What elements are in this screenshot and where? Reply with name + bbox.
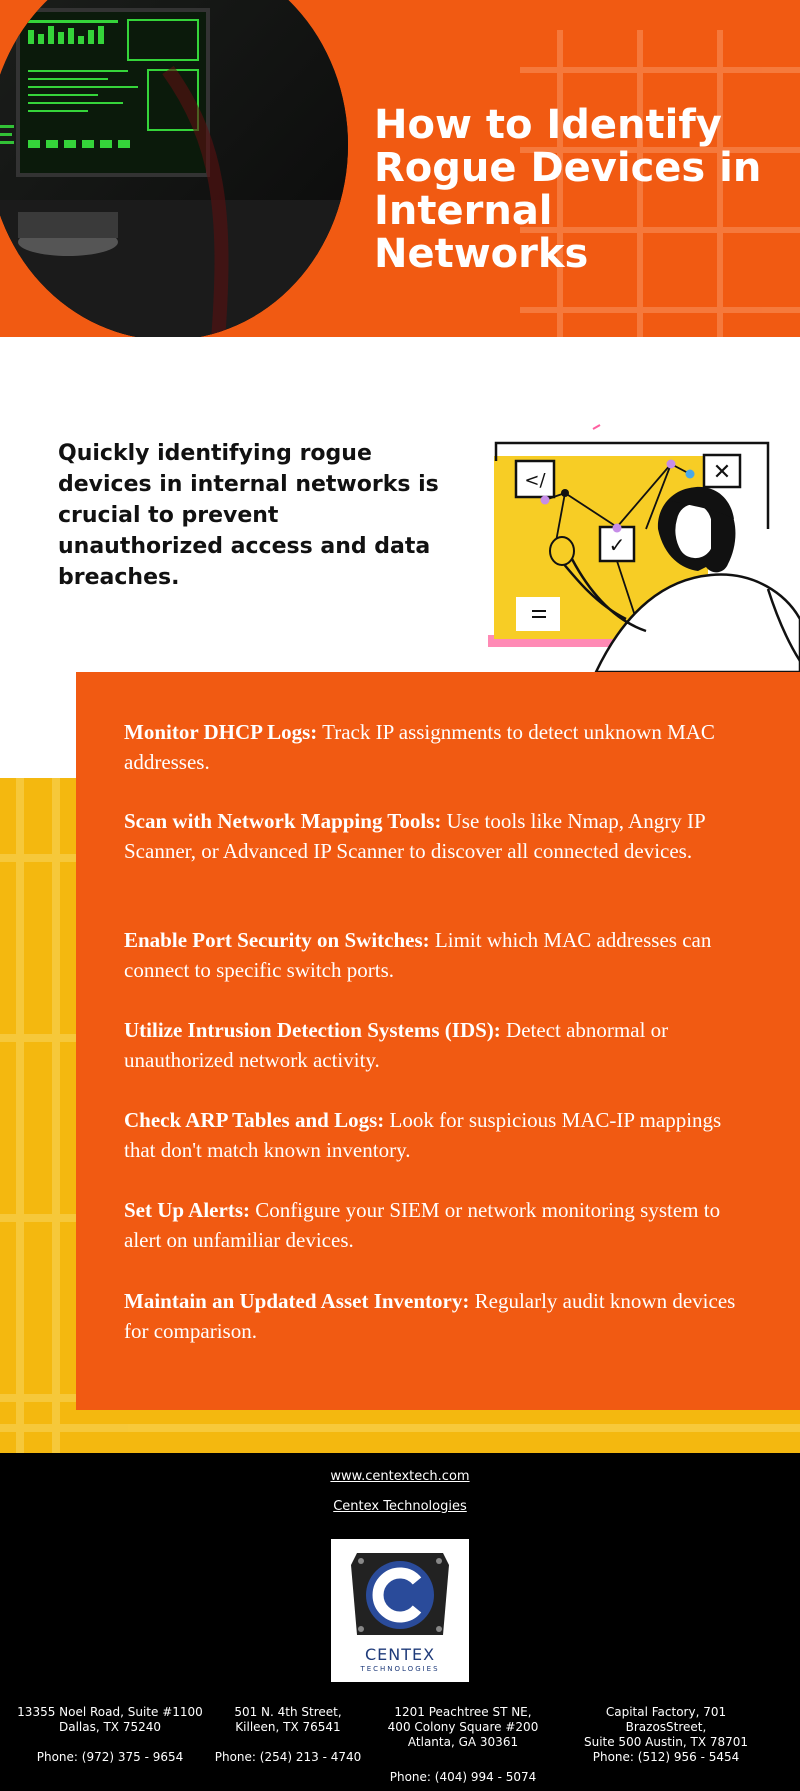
tip-title: Maintain an Updated Asset Inventory:	[124, 1289, 470, 1313]
office-killeen	[194, 1705, 382, 1764]
tip-title: Check ARP Tables and Logs:	[124, 1108, 385, 1132]
office-dallas	[16, 1705, 204, 1764]
office-austin	[566, 1705, 766, 1764]
svg-text:</: </	[524, 470, 546, 491]
tip-title: Enable Port Security on Switches:	[124, 928, 430, 952]
intro-text: Quickly identifying rogue devices in internal networks is crucial to prevent unauthorized access and data breaches.	[58, 441, 439, 590]
office-phone: Phone: (404) 994 - 5074	[389, 1770, 537, 1784]
tip-title: Scan with Network Mapping Tools:	[124, 809, 442, 833]
tip-item	[124, 1015, 744, 1075]
svg-text:✓: ✓	[608, 533, 626, 557]
tip-item	[124, 717, 744, 777]
office-phone: Phone: (254) 213 - 4740	[214, 1750, 362, 1764]
title-line-3: Internal Networks	[374, 188, 589, 277]
office-address-line: Dallas, TX 75240	[58, 1720, 162, 1734]
office-address-line: Suite 500 Austin, TX 78701	[583, 1735, 749, 1749]
svg-text:✕: ✕	[712, 460, 732, 485]
tip-item	[124, 1286, 744, 1346]
office-address-line: Killeen, TX 76541	[235, 1720, 341, 1734]
tip-text: Track IP assignments to detect unknown MAC addresses.	[124, 720, 715, 774]
intro-section	[0, 337, 800, 672]
office-address-line: 1201 Peachtree ST NE,	[394, 1705, 532, 1719]
tip-title: Utilize Intrusion Detection Systems (IDS):	[124, 1018, 501, 1042]
office-phone: Phone: (512) 956 - 5454	[592, 1750, 740, 1764]
logo-wordmark: CENTEX	[364, 1645, 436, 1664]
office-address-line: Capital Factory, 701 BrazosStreet,	[605, 1705, 727, 1734]
tip-text: Look for suspicious MAC-IP mappings that don't match known inventory.	[124, 1108, 722, 1162]
header-banner	[0, 0, 800, 337]
tip-text: Regularly audit known devices for comparison.	[124, 1289, 736, 1343]
office-address-line: 501 N. 4th Street,	[234, 1705, 342, 1719]
title-line-2: Rogue Devices in	[374, 145, 762, 191]
tip-title: Monitor DHCP Logs:	[124, 720, 318, 744]
office-address-line: Atlanta, GA 30361	[407, 1735, 519, 1749]
server-monitor-photo	[0, 0, 348, 337]
office-atlanta	[369, 1705, 557, 1784]
tip-item	[124, 925, 744, 985]
tip-text: Configure your SIEM or network monitoring system to alert on unfamiliar devices.	[124, 1198, 721, 1252]
tip-title: Set Up Alerts:	[124, 1198, 250, 1222]
tip-text: Use tools like Nmap, Angry IP Scanner, or Advanced IP Scanner to discover all connected devices.	[124, 809, 705, 863]
office-address-line: 400 Colony Square #200	[387, 1720, 539, 1734]
tip-item	[124, 1105, 744, 1165]
tip-item	[124, 806, 744, 866]
office-address-line: 13355 Noel Road, Suite #1100	[17, 1705, 203, 1719]
logo-subtext: TECHNOLOGIES	[360, 1665, 440, 1673]
page-title	[374, 104, 774, 276]
tip-text: Detect abnormal or unauthorized network activity.	[124, 1018, 669, 1072]
tips-panel	[76, 672, 800, 1410]
website-link[interactable]: www.centextech.com	[330, 1469, 470, 1484]
woman-network-diagram-illustration	[476, 379, 800, 672]
footer	[0, 1453, 800, 1791]
centex-logo	[331, 1539, 469, 1682]
tip-text: Limit which MAC addresses can connect to specific switch ports.	[124, 928, 712, 982]
company-link[interactable]: Centex Technologies	[333, 1499, 467, 1514]
logo-emblem-icon	[331, 1539, 469, 1645]
title-line-1: How to Identify	[374, 102, 722, 148]
office-phone: Phone: (972) 375 - 9654	[36, 1750, 184, 1764]
tip-item	[124, 1195, 744, 1255]
